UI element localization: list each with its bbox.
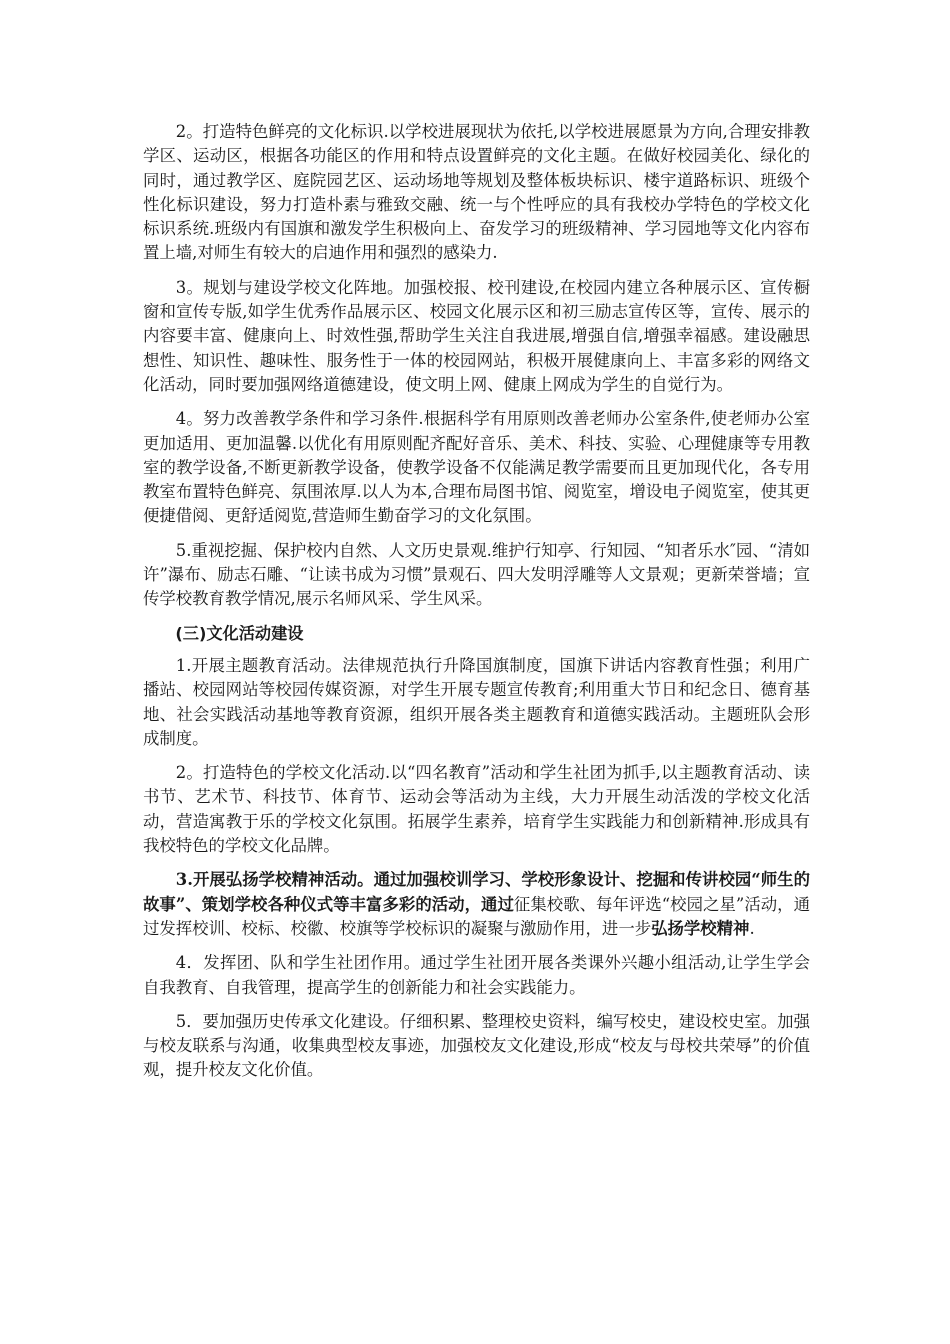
school-spirit-body: 征集校歌、每年评选“校园之星”活动，通过发挥校训、校标、校徽、校旗等学校标识的凝聚与激励作用，进一步 (143, 894, 810, 938)
paragraph-school-spirit (143, 868, 810, 941)
school-spirit-bold-lead: 3.开展弘扬学校精神活动。通过加强校训学习、学校形象设计、挖掘和传讲校园“师生的故事”、策划学校各种仪式等丰富多彩的活动，通过 (143, 870, 810, 914)
paragraph-theme-education: 1.开展主题教育活动。法律规范执行升降国旗制度，国旗下讲话内容教育性强；利用广播站、校园网站等校园传媒资源，对学生开展专题宣传教育;利用重大节日和纪念日、德育基地、社会实践活动基地等教育资源，组织开展各类主题教育和道德实践活动。主题班队会形成制度。 (143, 655, 810, 748)
paragraph-cultural-signage: 2。打造特色鲜亮的文化标识.以学校进展现状为依托,以学校进展愿景为方向,合理安排教学区、运动区，根据各功能区的作用和特点设置鲜亮的文化主题。在做好校园美化、绿化的同时，通过教学区、庭院园艺区、运动场地等规划及整体板块标识、楼宇道路标识、班级个性化标识建设，努力打造朴素与雅致交融、统一与个性呼应的具有我校办学特色的学校文化标识系统.班级内有国旗和激发学生积极向上、奋发学习的班级精神、学习园地等文化内容布置上墙,对师生有较大的启迪作用和强烈的感染力. (143, 122, 810, 263)
document-body (143, 120, 810, 1093)
paragraph-teaching-conditions: 4。努力改善教学条件和学习条件.根据科学有用原则改善老师办公室条件,使老师办公室更加适用、更加温馨.以优化有用原则配齐配好音乐、美术、科技、实验、心理健康等专用教室的教学设备,不断更新教学设备，使教学设备不仅能满足教学需要而且更加现代化，各专用教室布置特色鲜亮、氛围浓厚.以人为本,合理布局图书馆、阅览室，增设电子阅览室，使其更便捷借阅、更舒适阅览,营造师生勤奋学习的文化氛围。 (143, 409, 810, 526)
paragraph-school-history: 5．要加强历史传承文化建设。仔细积累、整理校史资料，编写校史，建设校史室。加强与校友联系与沟通，收集典型校友事迹，加强校友文化建设,形成“校友与母校共荣辱”的价值观，提升校友文化价值。 (143, 1011, 810, 1080)
section-heading: (三)文化活动建设 (175, 623, 304, 643)
school-spirit-bold-tail: 弘扬学校精神 (651, 918, 750, 938)
paragraph-school-activities: 2。打造特色的学校文化活动.以“四名教育”活动和学生社团为抓手,以主题教育活动、读书节、艺术节、科技节、体育节、运动会等活动为主线，大力开展生动活泼的学校文化活动，营造寓教于乐的学校文化氛围。拓展学生素养，培育学生实践能力和创新精神.形成具有我校特色的学校文化品牌。 (143, 763, 810, 856)
paragraph-cultural-positions: 3。规划与建设学校文化阵地。加强校报、校刊建设,在校园内建立各种展示区、宣传橱窗和宣传专版,如学生优秀作品展示区、校园文化展示区和初三励志宣传区等，宣传、展示的内容要丰富、健康向上、时效性强,帮助学生关注自我进展,增强自信,增强幸福感。建设融思想性、知识性、趣味性、服务性于一体的校园网站，积极开展健康向上、丰富多彩的网络文化活动，同时要加强网络道德建设，使文明上网、健康上网成为学生的自觉行为。 (143, 277, 810, 394)
paragraph-student-clubs: 4．发挥团、队和学生社团作用。通过学生社团开展各类课外兴趣小组活动,让学生学会自我教育、自我管理，提高学生的创新能力和社会实践能力。 (143, 953, 810, 997)
school-spirit-end: . (749, 918, 755, 938)
paragraph-historical-landscape: 5.重视挖掘、保护校内自然、人文历史景观.维护行知亭、行知园、“知者乐水″园、“清如许”瀑布、励志石雕、“让读书成为习惯”景观石、四大发明浮雕等人文景观；更新荣誉墙；宣传学校教育教学情况,展示名师风采、学生风采。 (143, 540, 810, 609)
